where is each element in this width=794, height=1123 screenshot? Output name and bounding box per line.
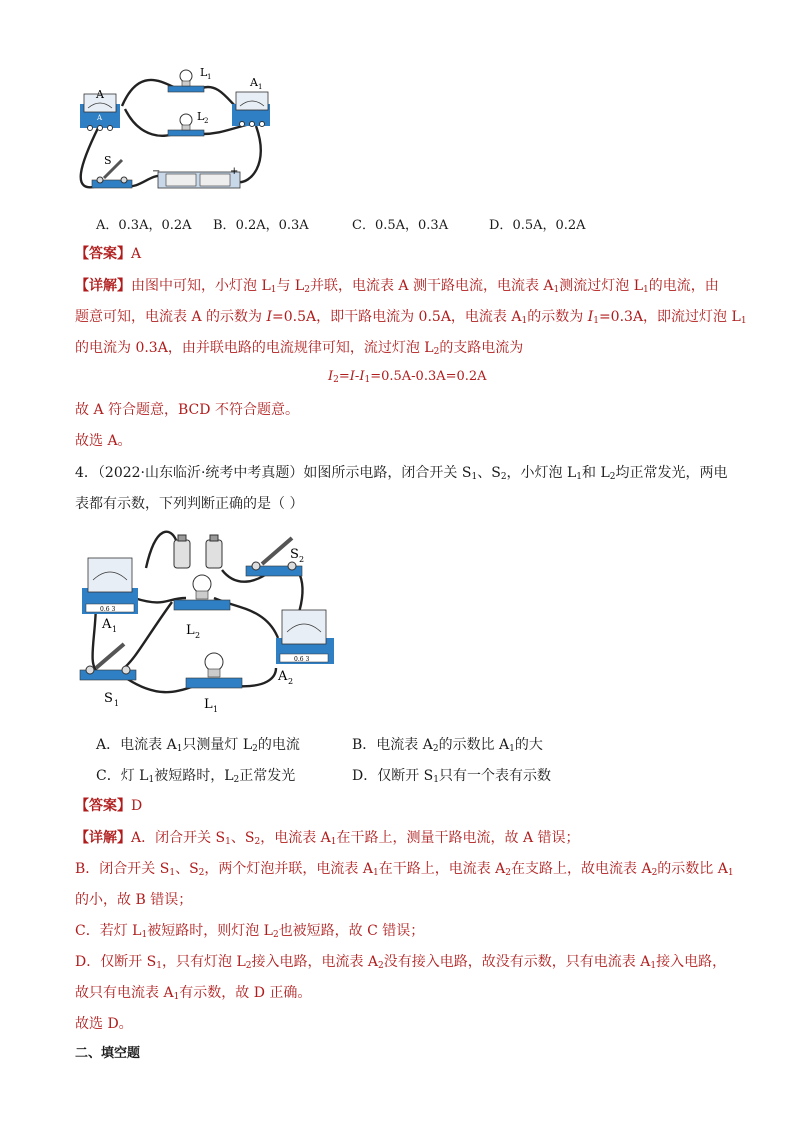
q4-detail-d: D．仅断开 $S_1$，只有灯泡 $L_2$接入电路，电流表 $A_2$没有接入电路，故没有示数，只有电流表 $A_1$接入电路， <box>75 954 727 971</box>
q3-option-a: A．0.3A，0.2A <box>96 218 192 233</box>
switch-s1-icon <box>80 644 136 680</box>
q3-detail-line-1: 【详解】由图中可知，小灯泡 $L_1$与 $L_2$并联，电流表 A 测干路电流，电流表 $A_1$测流过灯泡 $L_1$的电流，由 <box>75 278 719 295</box>
q3-label-plus: + <box>230 166 239 177</box>
q3-label-l2-sub: 2 <box>204 117 209 125</box>
q4-detail-c: C．若灯 $L_1$被短路时，则灯泡 $L_2$也被短路，故 C 错误； <box>75 923 425 940</box>
q3-label-s: S <box>104 154 112 167</box>
q4-detail-b-line-2: 的小，故 B 错误； <box>75 892 193 908</box>
q3-label-a: A <box>96 88 104 101</box>
q4-scale-a1: 0.6 3 <box>100 606 116 613</box>
q4-stem-line-2: 表都有示数，下列判断正确的是（ ） <box>75 496 304 512</box>
q4-label-s2-sub: 2 <box>299 555 305 564</box>
q4-circuit-figure <box>76 528 336 714</box>
battery-icon <box>174 535 222 568</box>
q4-detail-d-line-2: 故只有电流表 $A_1$有示数，故 D 正确。 <box>75 985 312 1002</box>
q3-detail-line-2: 题意可知，电流表 A 的示数为 I=0.5A，即干路电流为 0.5A，电流表 $A_1$的示数为 $I_1=0.3A$，即流过灯泡 $L_1$ <box>75 309 747 326</box>
battery-icon <box>158 172 240 188</box>
lamp-l1-icon <box>186 653 242 688</box>
svg-text:A: A <box>97 114 103 122</box>
q4-answer: 【答案】D <box>75 798 143 814</box>
q4-scale-a2: 0.6 3 <box>294 656 310 663</box>
q4-label-l1-sub: 1 <box>213 705 219 714</box>
q4-stem-line-1: 4．（2022·山东临沂·统考中考真题）如图所示电路，闭合开关 $S_1$、$S_2$，小灯泡 $L_1$和 $L_2$均正常发光，两电 <box>75 465 728 482</box>
q3-circuit-figure <box>70 64 270 200</box>
q4-label-s2: S <box>290 547 299 562</box>
q3-detail-line-3: 的电流为 0.3A，由并联电路的电流规律可知，流过灯泡 $L_2$的支路电流为 <box>75 340 524 357</box>
q4-label-l2: L <box>186 623 195 638</box>
q4-option-b: B．电流表 $A_2$的示数比 $A_1$的大 <box>352 737 543 754</box>
q4-option-c: C．灯 $L_1$被短路时，$L_2$正常发光 <box>96 768 296 785</box>
q4-choose: 故选 D。 <box>75 1016 133 1032</box>
section-title: 二、填空题 <box>75 1046 141 1061</box>
q4-label-a1-sub: 1 <box>112 625 118 634</box>
q4-detail-b: B．闭合开关 $S_1$、$S_2$，两个灯泡并联，电流表 $A_1$在干路上，电流表 $A_2$在支路上，故电流表 $A_2$的示数比 $A_1$ <box>75 861 734 878</box>
q3-label-a1: A <box>250 76 258 89</box>
switch-s-icon <box>92 160 132 188</box>
q3-label-l1: L <box>200 66 208 79</box>
q3-option-b: B．0.2A，0.3A <box>213 218 309 233</box>
q4-label-s1-sub: 1 <box>114 699 120 708</box>
q3-equation: $I_2=I-I_1=0.5A-0.3A=0.2A$ <box>328 369 487 385</box>
q4-label-a2: A <box>278 669 288 684</box>
q3-option-c: C．0.5A，0.3A <box>352 218 449 233</box>
q3-label-minus: − <box>152 166 161 177</box>
q4-detail-a: 【详解】A．闭合开关 $S_1$、$S_2$，电流表 $A_1$在干路上，测量干路电流，故 A 错误； <box>75 830 580 847</box>
q3-choose: 故选 A。 <box>75 433 132 449</box>
q3-answer: 【答案】A <box>75 246 142 262</box>
q3-label-l1-sub: 1 <box>207 73 212 81</box>
q4-label-l1: L <box>204 697 213 712</box>
lamp-l2-icon <box>174 575 230 610</box>
q4-label-a2-sub: 2 <box>288 677 294 686</box>
q4-label-s1: S <box>104 691 113 706</box>
q4-label-l2-sub: 2 <box>195 631 201 640</box>
q3-option-d: D．0.5A，0.2A <box>489 218 586 233</box>
ammeter-a1-icon <box>232 92 270 127</box>
q3-label-l2: L <box>197 110 205 123</box>
q4-label-a1: A <box>102 617 112 632</box>
q4-option-d: D．仅断开 $S_1$只有一个表有示数 <box>352 768 552 785</box>
q3-label-a1-sub: 1 <box>258 83 263 91</box>
q3-conclusion: 故 A 符合题意，BCD 不符合题意。 <box>75 402 299 418</box>
lamp-l1-icon <box>168 70 204 92</box>
q4-option-a: A．电流表 $A_1$只测量灯 $L_2$的电流 <box>96 737 300 754</box>
